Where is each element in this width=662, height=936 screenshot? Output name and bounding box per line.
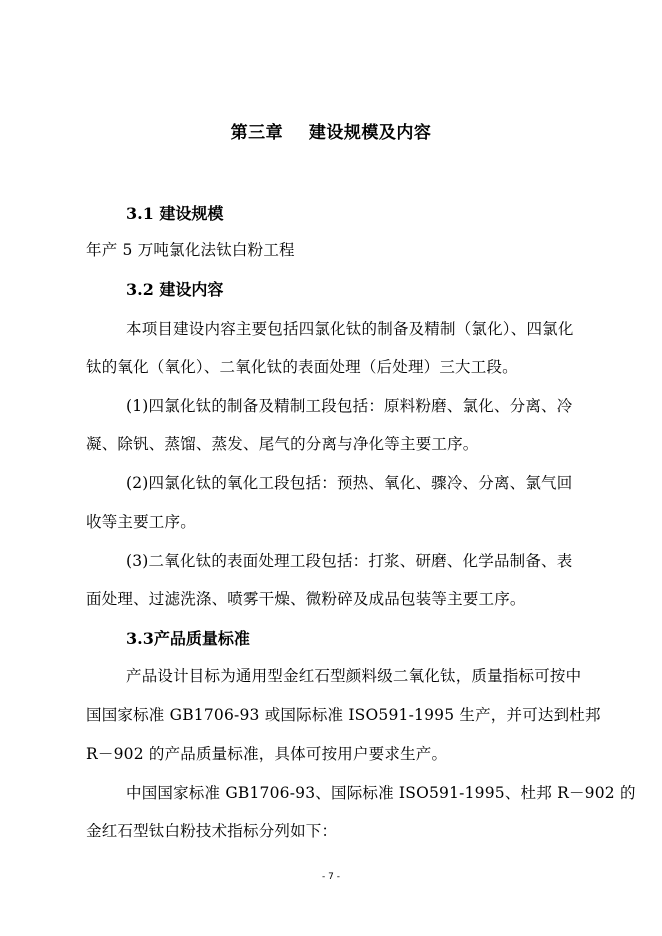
body-line: 国国家标准 GB1706-93 或国际标准 ISO591-1995 生产，并可达到杜邦 [86, 706, 601, 724]
page-number: - 7 - [322, 872, 340, 882]
section-heading-3-1: 3.1 建设规模 [126, 204, 224, 223]
body-line: R－902 的产品质量标准，具体可按用户要求生产。 [86, 745, 448, 763]
body-line: 收等主要工序。 [86, 513, 196, 531]
body-line: (1)四氯化钛的制备及精制工段包括：原料粉磨、氯化、分离、冷 [126, 397, 573, 415]
body-line: 钛的氧化（氧化）、二氧化钛的表面处理（后处理）三大工段。 [86, 358, 518, 376]
body-line: 凝、除钒、蒸馏、蒸发、尾气的分离与净化等主要工序。 [86, 435, 479, 453]
body-line: 产品设计目标为通用型金红石型颜料级二氧化钛，质量指标可按中 [126, 667, 582, 685]
body-line: 年产 5 万吨氯化法钛白粉工程 [86, 241, 295, 259]
body-line: 中国国家标准 GB1706-93、国际标准 ISO591-1995、杜邦 R－902 的 [126, 784, 636, 802]
body-line: (3)二氧化钛的表面处理工段包括：打浆、研磨、化学品制备、表 [126, 552, 573, 570]
section-heading-3-2: 3.2 建设内容 [126, 280, 224, 299]
body-line: 金红石型钛白粉技术指标分列如下： [86, 822, 338, 840]
chapter-title: 第三章 建设规模及内容 [230, 123, 432, 143]
section-heading-3-3: 3.3产品质量标准 [126, 629, 250, 648]
body-line: 面处理、过滤洗涤、喷雾干燥、微粉碎及成品包装等主要工序。 [86, 590, 526, 608]
body-line: (2)四氯化钛的氧化工段包括：预热、氧化、骤冷、分离、氯气回 [126, 474, 573, 492]
body-line: 本项目建设内容主要包括四氯化钛的制备及精制（氯化）、四氯化 [126, 320, 574, 338]
